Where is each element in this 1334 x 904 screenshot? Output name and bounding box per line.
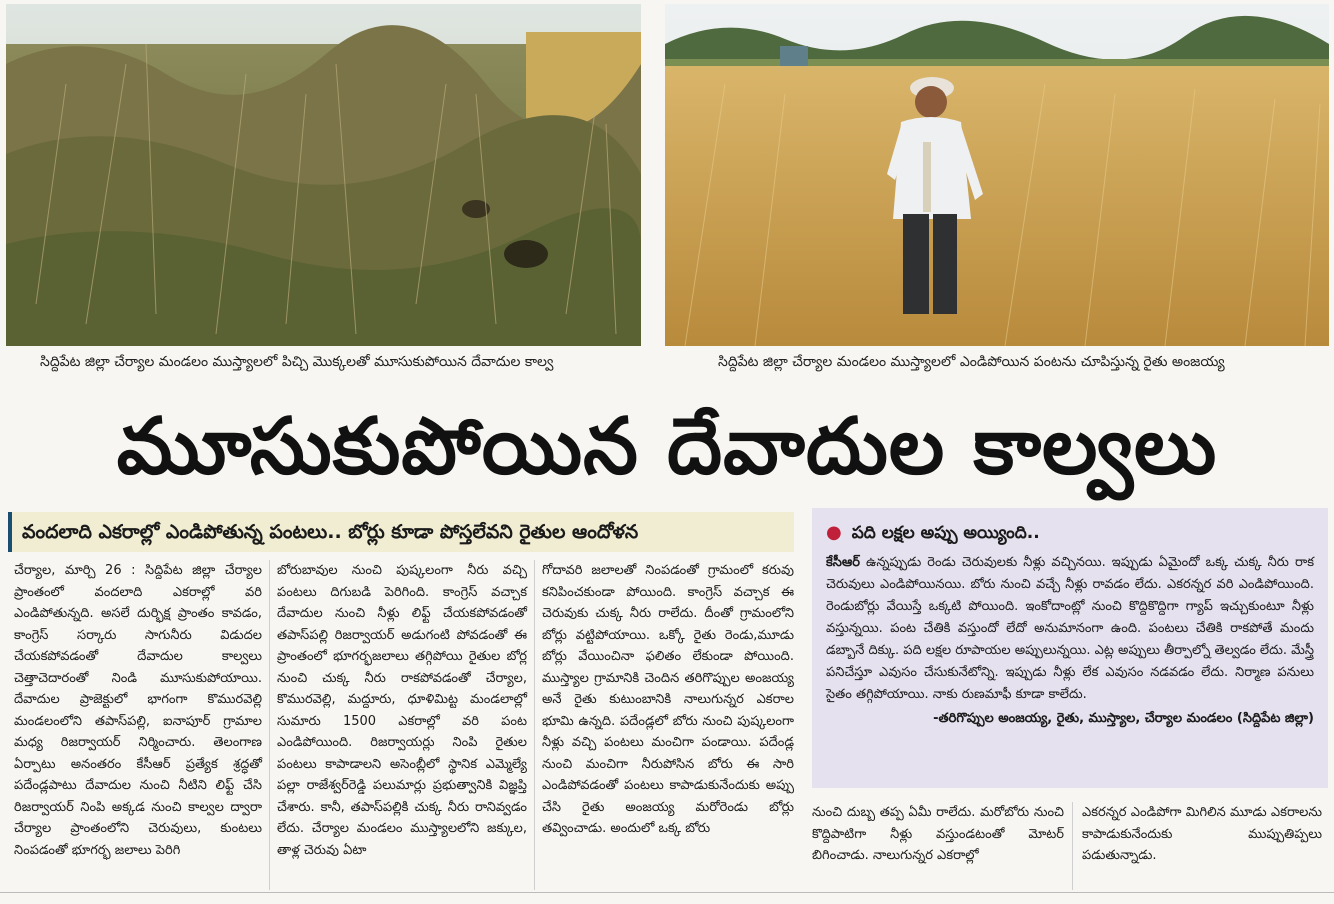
photo-caption-left: సిద్దిపేట జిల్లా చేర్యాల మండలం ముస్త్యాలలో పిచ్చి మొక్కలతో మూసుకుపోయిన దేవాదుల కాల్వ (40, 354, 554, 370)
bullet-icon: ● (826, 522, 842, 543)
bottom-rule (0, 892, 1334, 893)
subheadline: వందలాది ఎకరాల్లో ఎండిపోతున్న పంటలు.. బోర్లు కూడా పోస్తలేవని రైతుల ఆందోళన (8, 512, 794, 552)
photo-caption-right: సిద్దిపేట జిల్లా చేర్యాల మండలం ముస్త్యాలలో ఎండిపోయిన పంటను చూపిస్తున్న రైతు అంజయ్య (718, 354, 1225, 370)
article-column-5: ఎకరన్నర ఎండిపోగా మిగిలిన మూడు ఎకరాలను కాపాడుకునేందుకు ముప్పుతిప్పలు పడుతున్నాడు. (1082, 805, 1322, 863)
photo-farmer-dry-paddy (665, 4, 1329, 346)
quote-box-title: ● పది లక్షల అప్పు అయ్యింది.. (826, 522, 1040, 543)
column-divider (534, 560, 535, 890)
column-divider (1072, 802, 1073, 890)
quote-box (812, 508, 1328, 788)
column-divider (269, 560, 270, 890)
quote-box-body: కేసీఆర్ ఉన్నప్పుడు రెండు చెరువులకు నీళ్లు వచ్చినయి. ఇప్పుడు ఏమైందో ఒక్క చుక్క నీరు రాక చెరువులు ఎండిపోయినయి. బోరు నుంచి వచ్చే నీళ్లు రావడం లేదు. ఎకరన్నర వరి ఎండిపోయింది. రెండుబోర్లు వేయిస్తే ఒక్కటి పోయింది. ఇంకోదాంట్లో నుంచి కొద్దికొద్దిగా గ్యాప్ ఇచ్చుకుంటూ నీళ్లు వస్తున్నయి. పంట చేతికి వస్తుందో లేదో అనుమానంగా ఉంది. పంటలు చేతికి రాకపోతే మందు డబ్బానే దిక్కు. పది లక్షల రూపాయల అప్పులున్నయి. ఎట్ల అప్పులు తీర్పాల్నో తెల్వడం లేదు. మేస్త్రీ పనిచేస్తూ ఎవుసం చేసుకునేటోన్ని. ఇప్పుడు నీళ్లు లేక ఎవుసం నడవడం లేదు. నిర్మాణ పనులు సైతం తగ్గిపోయాయి. నాకు రుణమాఫీ కూడా కాలేదు. (826, 555, 1314, 702)
article-column-4: నుంచి దుబ్బ తప్ప ఏమీ రాలేదు. మరోబోరు నుంచి కొద్దిపాటిగా నీళ్లు వస్తుండటంతో మోటర్ బిగించాడు. నాలుగున్నర ఎకరాల్లో (812, 805, 1064, 863)
quote-box-signature: -తరిగొప్పుల అంజయ్య, రైతు, ముస్త్యాల, చేర్యాల మండలం (సిద్దిపేట జిల్లా) (933, 711, 1314, 726)
photo-dry-canal (6, 4, 641, 346)
headline: మూసుకుపోయిన దేవాదుల కాల్వలు (116, 402, 1218, 492)
article-column-3: గోదావరి జలాలతో నింపడంతో గ్రామంలో కరువు కనిపించకుండా పోయింది. కాంగ్రెస్ వచ్చాక ఈ చెరువుకు చుక్క నీరు రాలేదు. దీంతో గ్రామంలోని బోర్లు వట్టిపోయాయి. ఒక్కో రైతు రెండు,మూడు బోర్లు వేయించినా ఫలితం లేకుండా పోయింది. ముస్త్యాల గ్రామానికి చెందిన తరిగొప్పుల అంజయ్య అనే రైతు కుటుంబానికి నాలుగున్నర ఎకరాల భూమి ఉన్నది. పదేండ్లలో బోరు నుంచి పుష్కలంగా నీళ్లు వచ్చి పంటలు మంచిగా పండాయి. పదేండ్ల నుంచి మంచిగా నీరుపోసిన బోరు ఈ సారి ఎండిపోవడంతో పంటలు కాపాడుకునేందుకు అప్పు చేసి రైతు అంజయ్య మరోరెండు బోర్లు తవ్వించాడు. అందులో ఒక్క బోరు (542, 563, 794, 836)
article-column-1: చేర్యాల, మార్చి 26 : సిద్దిపేట జిల్లా చేర్యాల ప్రాంతంలో వందలాది ఎకరాల్లో వరి ఎండిపోతున్నది. అసలే దుర్భిక్ష ప్రాంతం కావడం, కాంగ్రెస్ సర్కారు సాగునీరు విడుదల చేయకపోవడంతో దేవాదుల కాల్వలు చెత్తాచెదారంతో నిండి మూసుకుపోయాయి. దేవాదుల ప్రాజెక్టులో భాగంగా కొమురవెల్లి మండలంలోని తపాస్‌పల్లి, ఐనాపూర్ గ్రామాల మధ్య రిజర్వాయర్ నిర్మించారు. తెలంగాణ ఏర్పాటు అనంతరం కేసీఆర్ ప్రత్యేక శ్రద్ధతో పదేండ్లపాటు దేవాదుల నుంచి నీటిని లిఫ్ట్ చేసి రిజర్వాయర్ నింపి అక్కడ నుంచి కాల్వల ద్వారా చేర్యాల ప్రాంతంలోని చెరువులు, కుంటలు నింపడంతో భూగర్భ జలాలు పెరిగి (14, 563, 262, 858)
article-column-2: బోరుబావుల నుంచి పుష్కలంగా నీరు వచ్చి పంటలు దిగుబడి పెరిగింది. కాంగ్రెస్ వచ్చాక దేవాదుల నుంచి నీళ్లు లిఫ్ట్ చేయకపోవడంతో తపాస్‌పల్లి రిజర్వాయర్ అడుగంటి పోవడంతో ఈ ప్రాంతంలో భూగర్భజలాలు తగ్గిపోయి రైతుల బోర్ల నుంచి చుక్క నీరు రాకపోవడంతో చేర్యాల, కొమురవెల్లి, మద్దూరు, ధూళిమిట్ట మండలాల్లో సుమారు 1500 ఎకరాల్లో వరి పంట ఎండిపోయింది. రిజర్వాయర్లు నింపి రైతుల పంటలు కాపాడాలని అసెంబ్లీలో స్థానిక ఎమ్మెల్యే పల్లా రాజేశ్వర్‌రెడ్డి పలుమార్లు ప్రభుత్వానికి విజ్ఞప్తి చేశారు. కానీ, తపాస్‌పల్లికి చుక్క నీరు రానివ్వడం లేదు. చేర్యాల మండలం ముస్త్యాలలోని జక్కుల, తాళ్ల చెరువు ఏటా (277, 563, 527, 858)
